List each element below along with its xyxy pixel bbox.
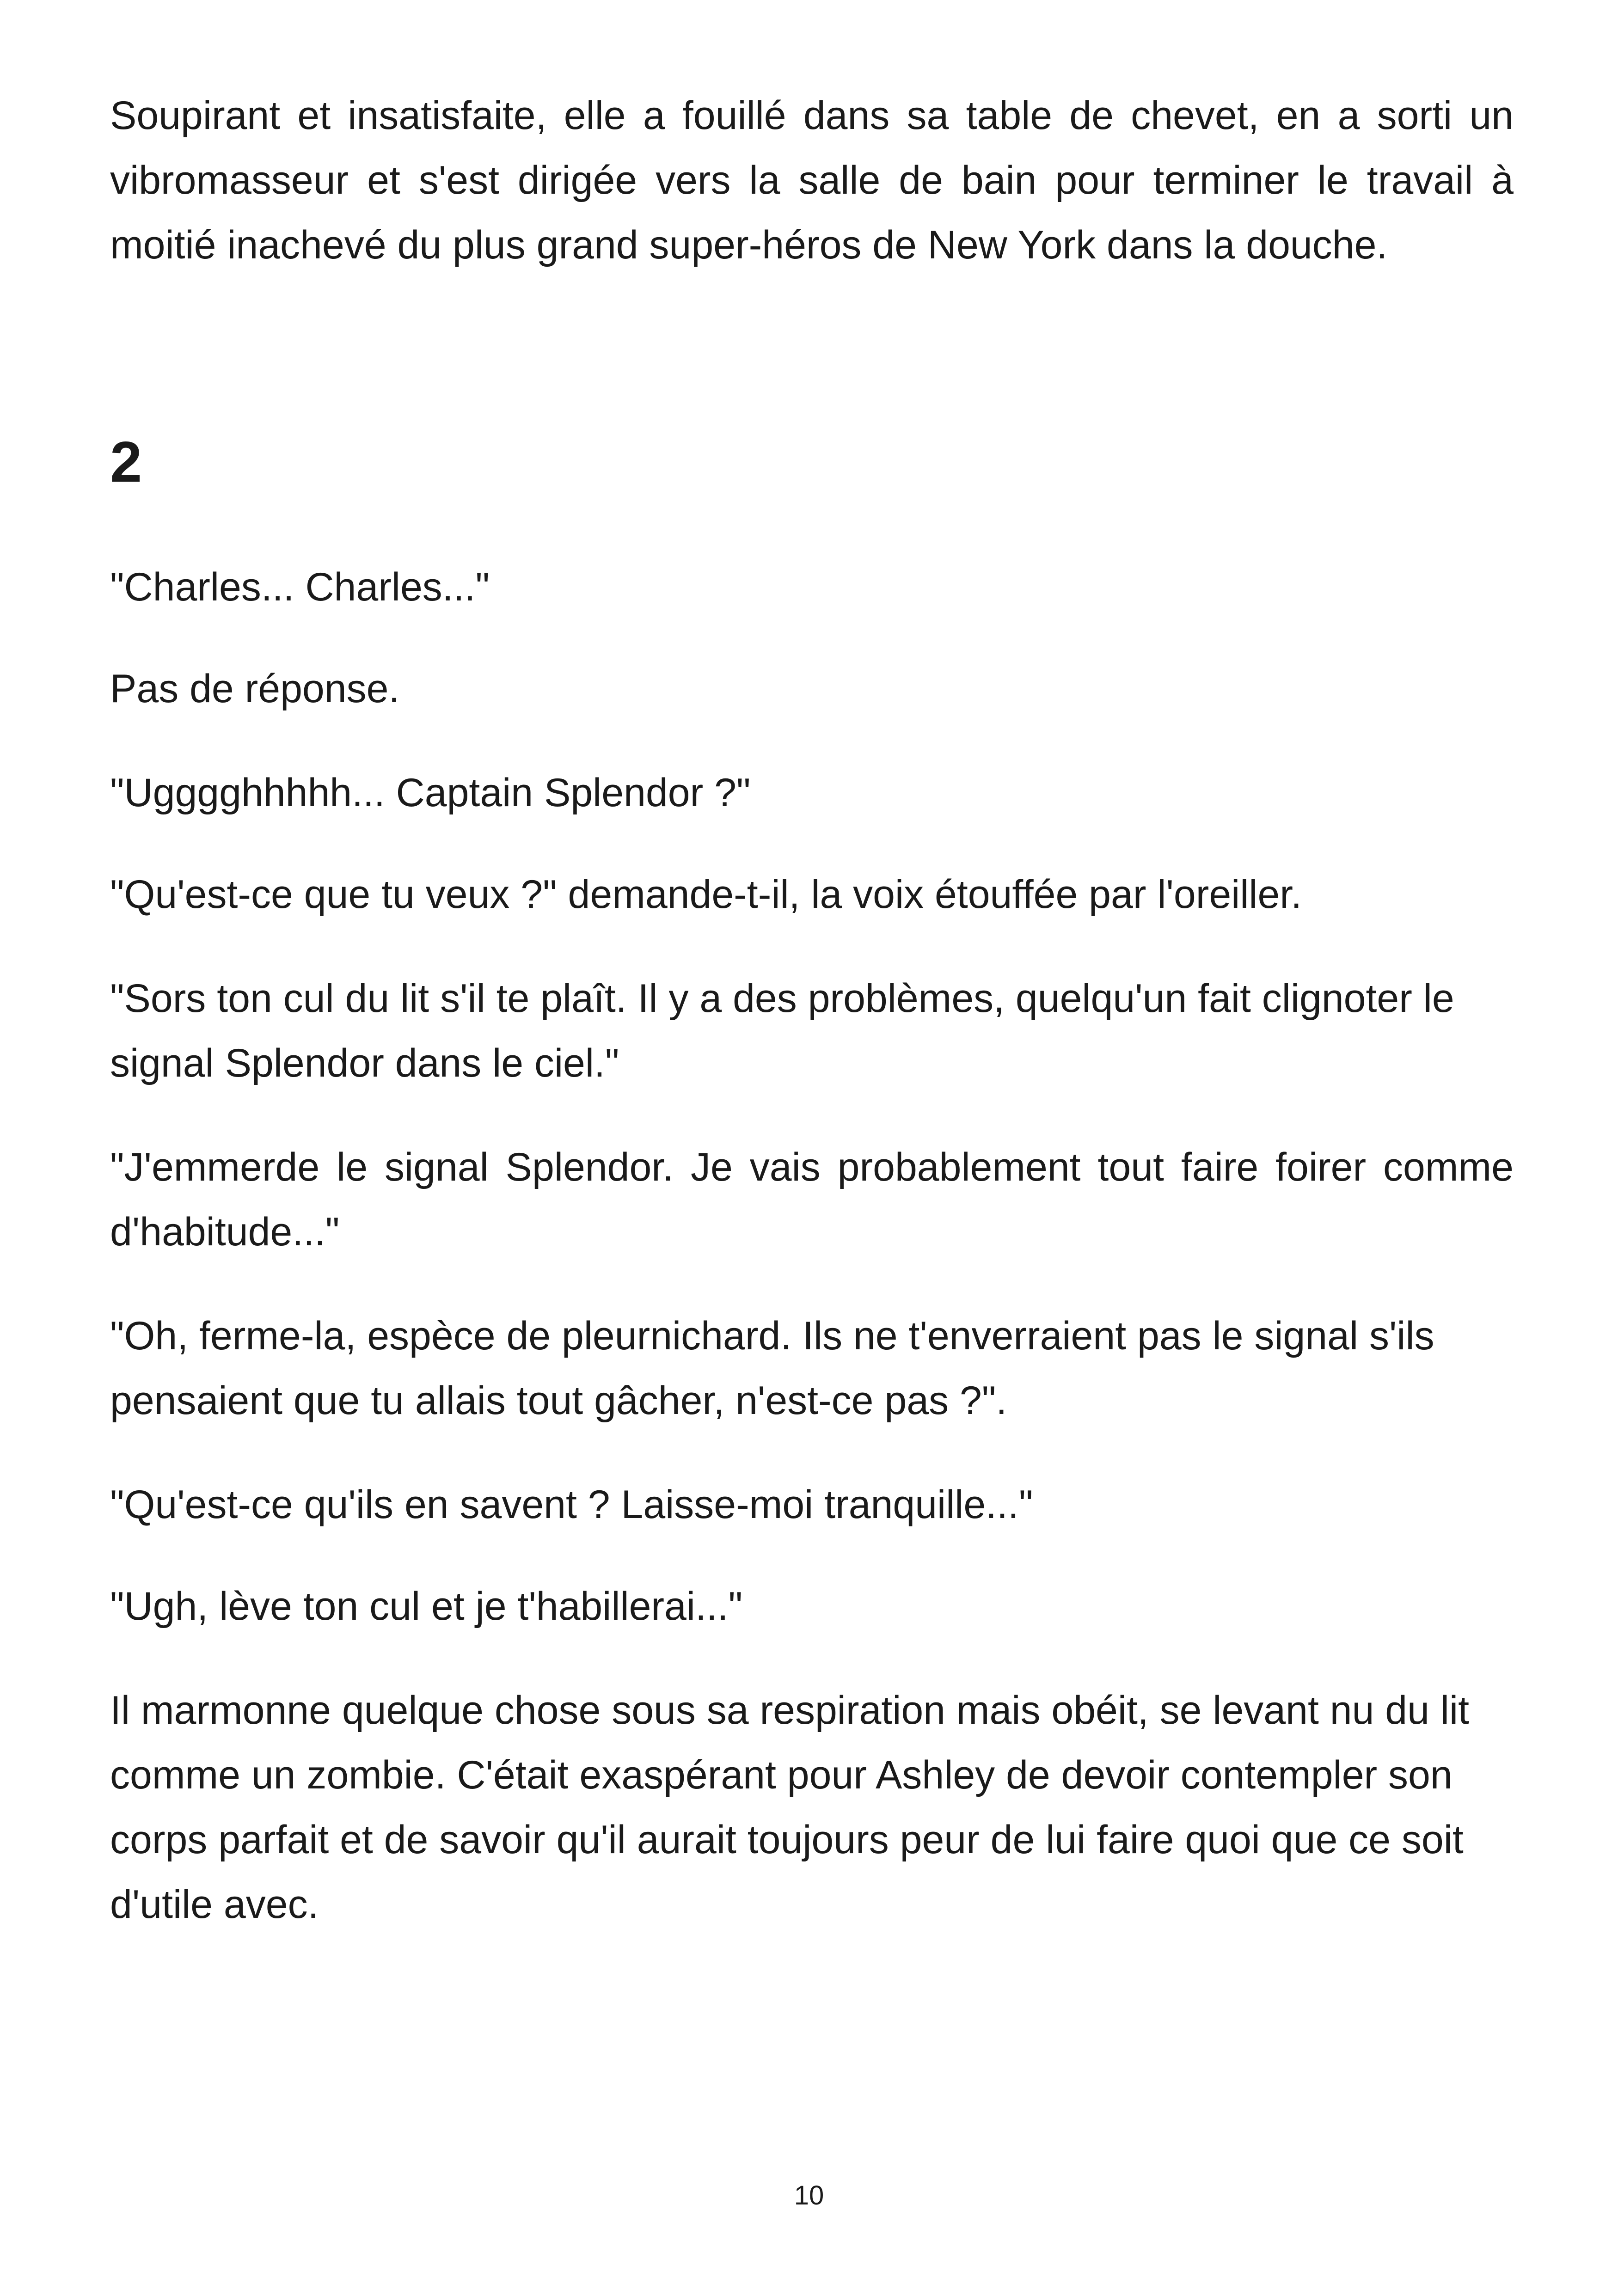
paragraph-previous-chapter-ending: Soupirant et insatisfaite, elle a fouillé dans sa table de chevet, en a sorti un vibromasseur et s'est dirigée vers la salle de bain pour terminer le travail à moitié inachevé du plus grand super-héros de New York dans la douche. <box>110 93 1514 267</box>
paragraph-dialogue-7: "Qu'est-ce qu'ils en savent ? Laisse-moi tranquille..." <box>110 1482 1033 1527</box>
paragraph-dialogue-1: "Charles... Charles..." <box>110 565 490 609</box>
paragraph-narration-1: Pas de réponse. <box>110 667 400 711</box>
chapter-heading: 2 <box>110 430 142 494</box>
paragraph-dialogue-6: "Oh, ferme-la, espèce de pleurnichard. Ils ne t'enverraient pas le signal s'ils pensaient que tu allais tout gâcher, n'est-ce pas ?". <box>110 1314 1434 1423</box>
paragraph-dialogue-3: "Qu'est-ce que tu veux ?" demande-t-il, la voix étouffée par l'oreiller. <box>110 872 1302 917</box>
page-number: 10 <box>794 2180 824 2210</box>
paragraph-dialogue-8: "Ugh, lève ton cul et je t'habillerai..." <box>110 1584 743 1629</box>
paragraph-dialogue-4: "Sors ton cul du lit s'il te plaît. Il y a des problèmes, quelqu'un fait clignoter le signal Splendor dans le ciel." <box>110 976 1454 1085</box>
paragraph-narration-2: Il marmonne quelque chose sous sa respiration mais obéit, se levant nu du lit comme un zombie. C'était exaspérant pour Ashley de devoir contempler son corps parfait et de savoir qu'il aurait toujours peur de lui faire quoi que ce soit d'utile avec. <box>110 1688 1469 1927</box>
paragraph-dialogue-2: "Ugggghhhhh... Captain Splendor ?" <box>110 771 751 815</box>
paragraph-dialogue-5: "J'emmerde le signal Splendor. Je vais probablement tout faire foirer comme d'habitude..." <box>110 1145 1514 1254</box>
